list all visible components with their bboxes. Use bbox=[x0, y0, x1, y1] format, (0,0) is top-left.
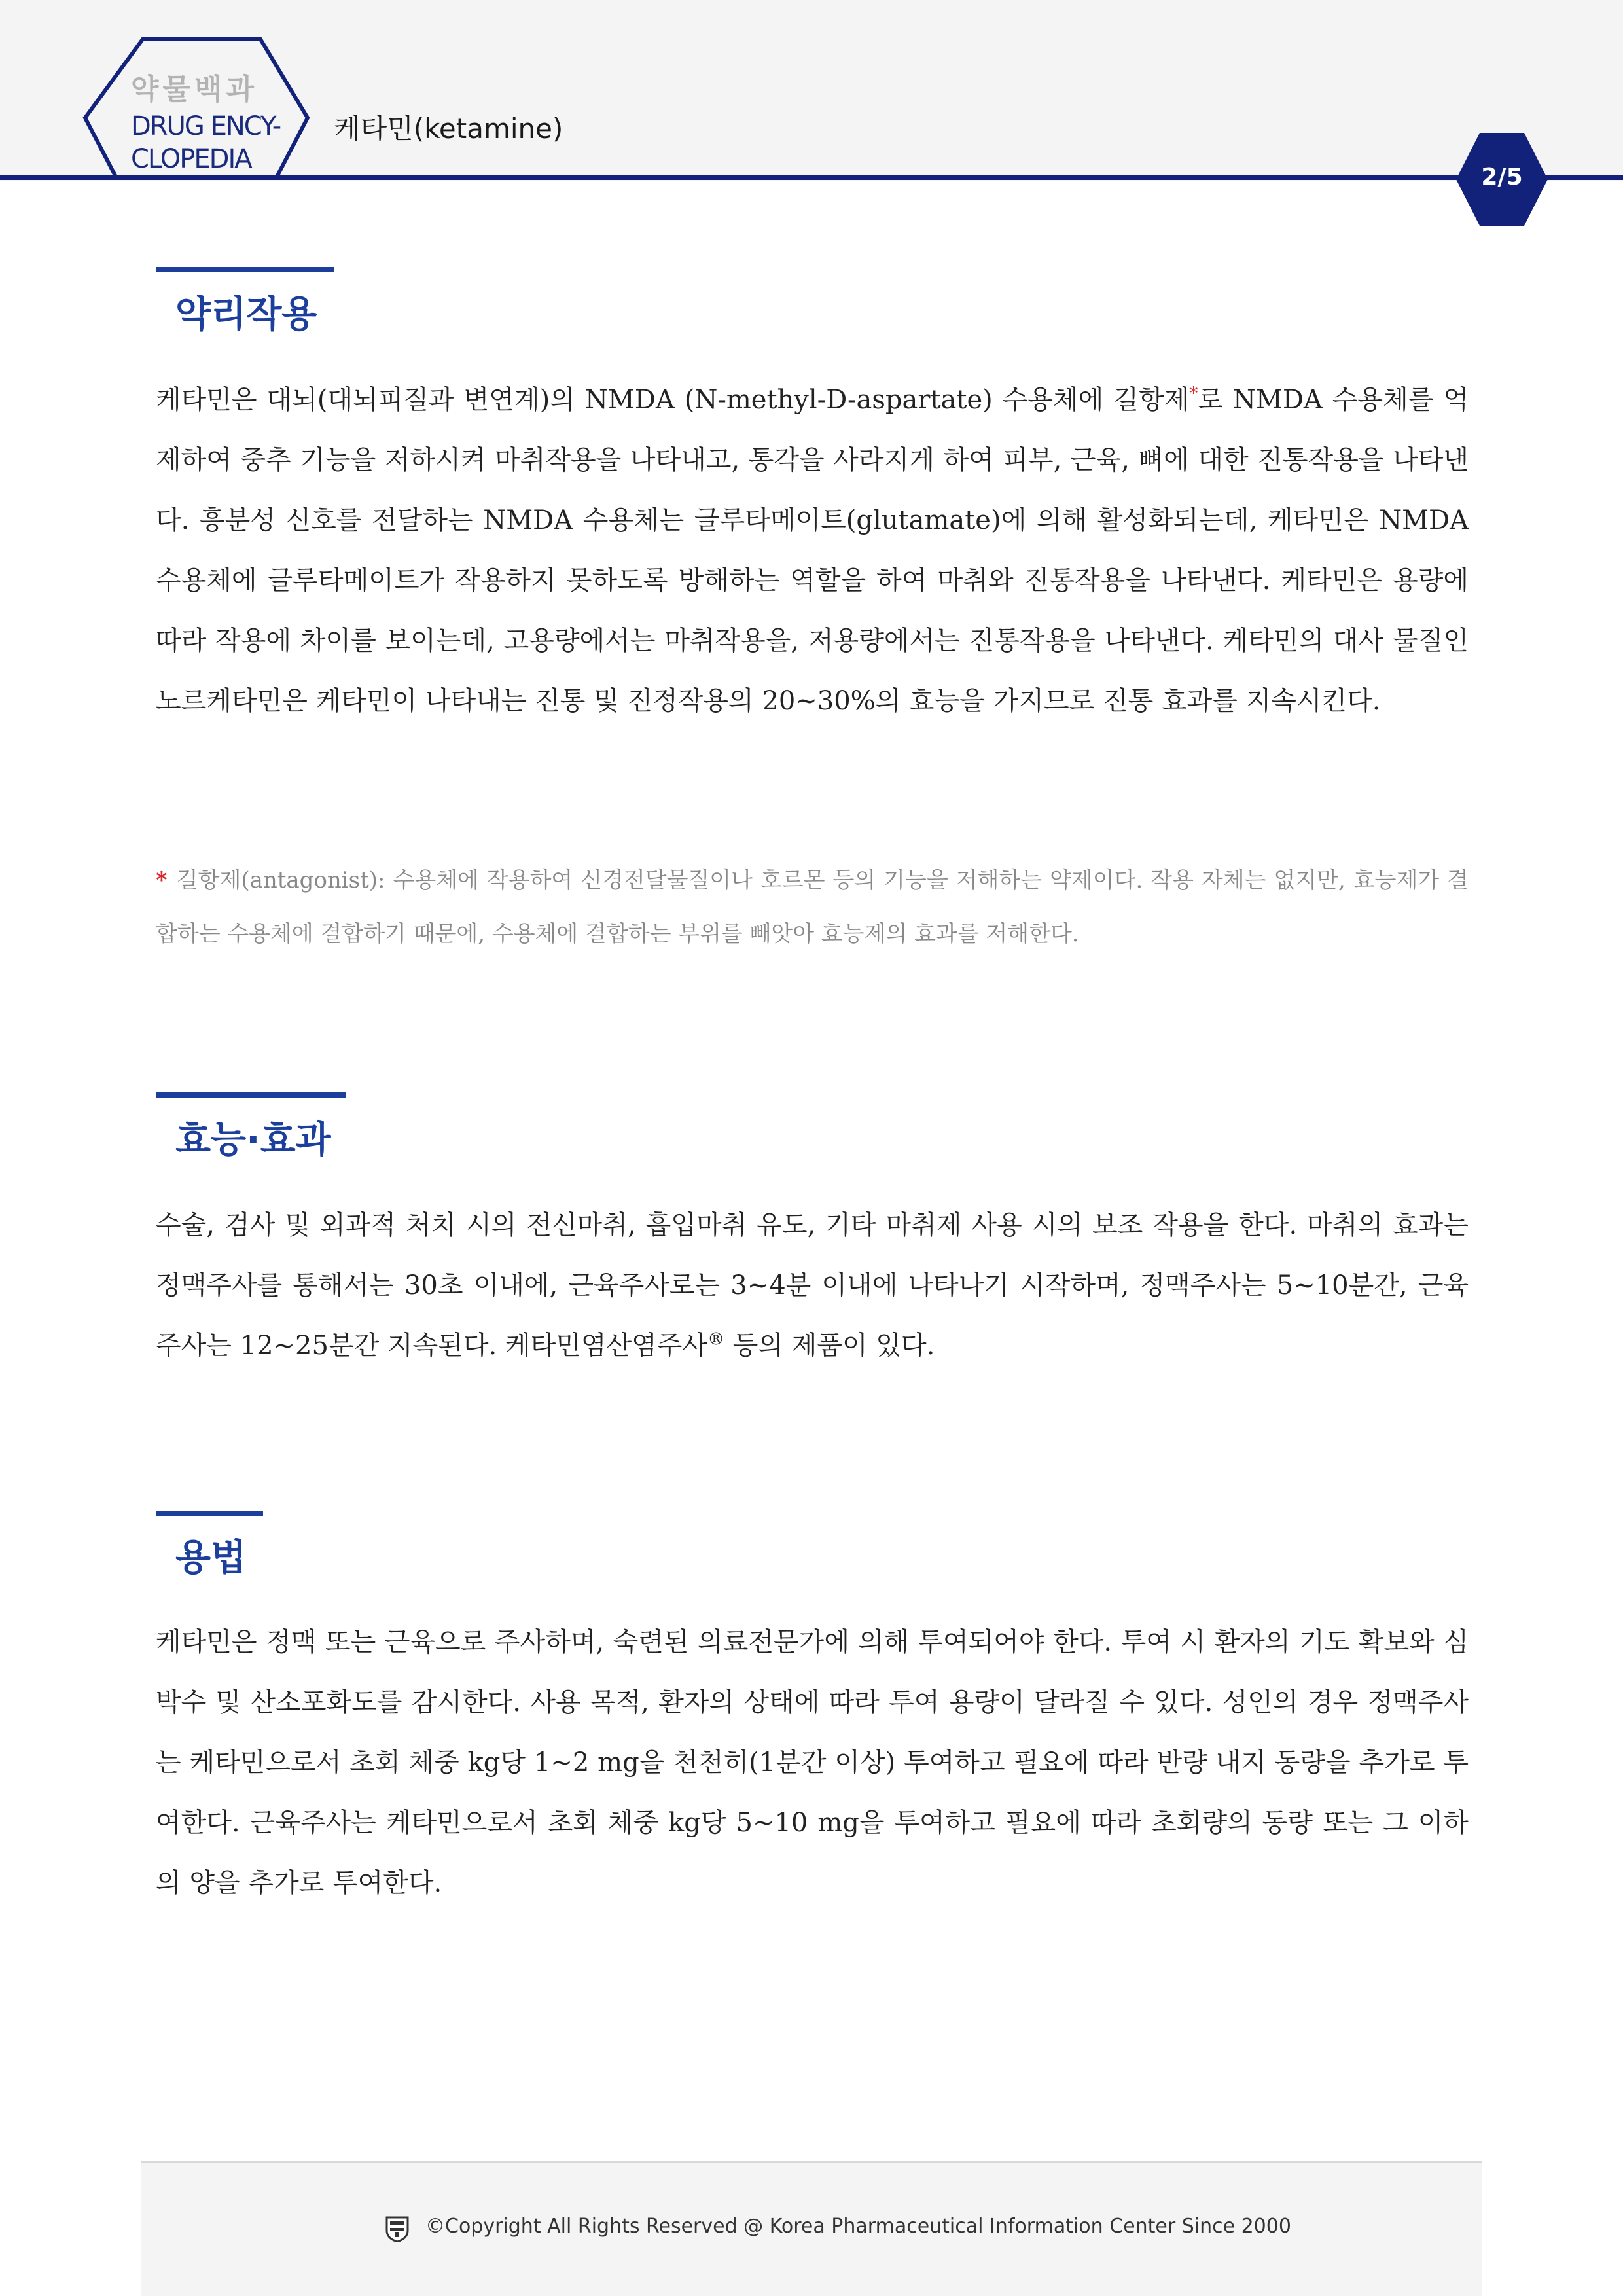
footnote-antagonist bbox=[156, 853, 1469, 961]
paragraph-text: 수술, 검사 및 외과적 처치 시의 전신마취, 흡입마취 유도, 기타 마취제 사용 시의 보조 작용을 한다. 마취의 효과는 정맥주사를 통해서는 30초 이내에, 근육주사로는 3~4분 이내에 나타나기 시작하며, 정맥주사는 5~10분간, 근육주사는 12~25분간 지속된다. 케타민염산염주사 bbox=[156, 1210, 1469, 1361]
paragraph-text: 등의 제품이 있다. bbox=[724, 1331, 935, 1361]
section-title-dosage: 용법 bbox=[175, 1537, 247, 1579]
footnote-text: 길항제(antagonist): 수용체에 작용하여 신경전달물질이나 호르몬 등의 기능을 저해하는 약제이다. 작용 자체는 없지만, 효능제가 결합하는 수용체에 결합하기 때문에, 수용체에 결합하는 부위를 빼앗아 효능제의 효과를 저해한다. bbox=[156, 867, 1469, 947]
page-indicator: 2/5 bbox=[1481, 164, 1523, 190]
footnote-reference-mark: * bbox=[1189, 384, 1198, 404]
paragraph-efficacy bbox=[156, 1195, 1469, 1376]
logo-korean-text: 약물백과 bbox=[131, 73, 259, 106]
section-title-pharmacology: 약리작용 bbox=[175, 293, 317, 336]
copyright-text: ©Copyright All Rights Reserved @ Korea Pharmaceutical Information Center Since 2000 bbox=[425, 2215, 1291, 2238]
paragraph-text: 케타민은 대뇌(대뇌피질과 변연계)의 NMDA (N-methyl-D-aspartate) 수용체에 길항제 bbox=[156, 385, 1190, 415]
logo-english-line-1: DRUG ENCY- bbox=[131, 111, 281, 141]
drug-title: 케타민(ketamine) bbox=[334, 113, 563, 145]
section-accent-bar bbox=[156, 1511, 263, 1516]
registered-mark: ® bbox=[707, 1329, 725, 1350]
footnote-star: * bbox=[156, 867, 168, 893]
paragraph-pharmacology bbox=[156, 370, 1469, 731]
kpic-emblem-icon bbox=[384, 2214, 410, 2242]
logo-english-line-2: CLOPEDIA bbox=[131, 144, 251, 174]
footer-rule bbox=[141, 2161, 1482, 2163]
section-accent-bar bbox=[156, 1092, 346, 1098]
paragraph-dosage: 케타민은 정맥 또는 근육으로 주사하며, 숙련된 의료전문가에 의해 투여되어야 한다. 투여 시 환자의 기도 확보와 심박수 및 산소포화도를 감시한다. 사용 목적, 환자의 상태에 따라 투여 용량이 달라질 수 있다. 성인의 경우 정맥주사는 케타민으로서 초회 체중 kg당 1~2 mg을 천천히(1분간 이상) 투여하고 필요에 따라 반량 내지 동량을 추가로 투여한다. 근육주사는 케타민으로서 초회 체중 kg당 5~10 mg을 투여하고 필요에 따라 초회량의 동량 또는 그 이하의 양을 추가로 투여한다. bbox=[156, 1627, 1469, 1898]
paragraph-text: 로 NMDA 수용체를 억제하여 중추 기능을 저하시켜 마취작용을 나타내고, 통각을 사라지게 하여 피부, 근육, 뼈에 대한 진통작용을 나타낸다. 흥분성 신호를 전달하는 NMDA 수용체는 글루타메이트(glutamate)에 의해 활성화되는데, 케타민은 NMDA 수용체에 글루타메이트가 작용하지 못하도록 방해하는 역할을 하여 마취와 진통작용을 나타낸다. 케타민은 용량에 따라 작용에 차이를 보이는데, 고용량에서는 마취작용을, 저용량에서는 진통작용을 나타낸다. 케타민의 대사 물질인 노르케타민은 케타민이 나타내는 진통 및 진정작용의 20~30%의 효능을 가지므로 진통 효과를 지속시킨다. bbox=[156, 385, 1469, 716]
section-title-efficacy: 효능·효과 bbox=[175, 1119, 331, 1161]
header-rule bbox=[0, 175, 1623, 180]
section-accent-bar bbox=[156, 267, 334, 272]
logo-english-text bbox=[131, 110, 340, 175]
